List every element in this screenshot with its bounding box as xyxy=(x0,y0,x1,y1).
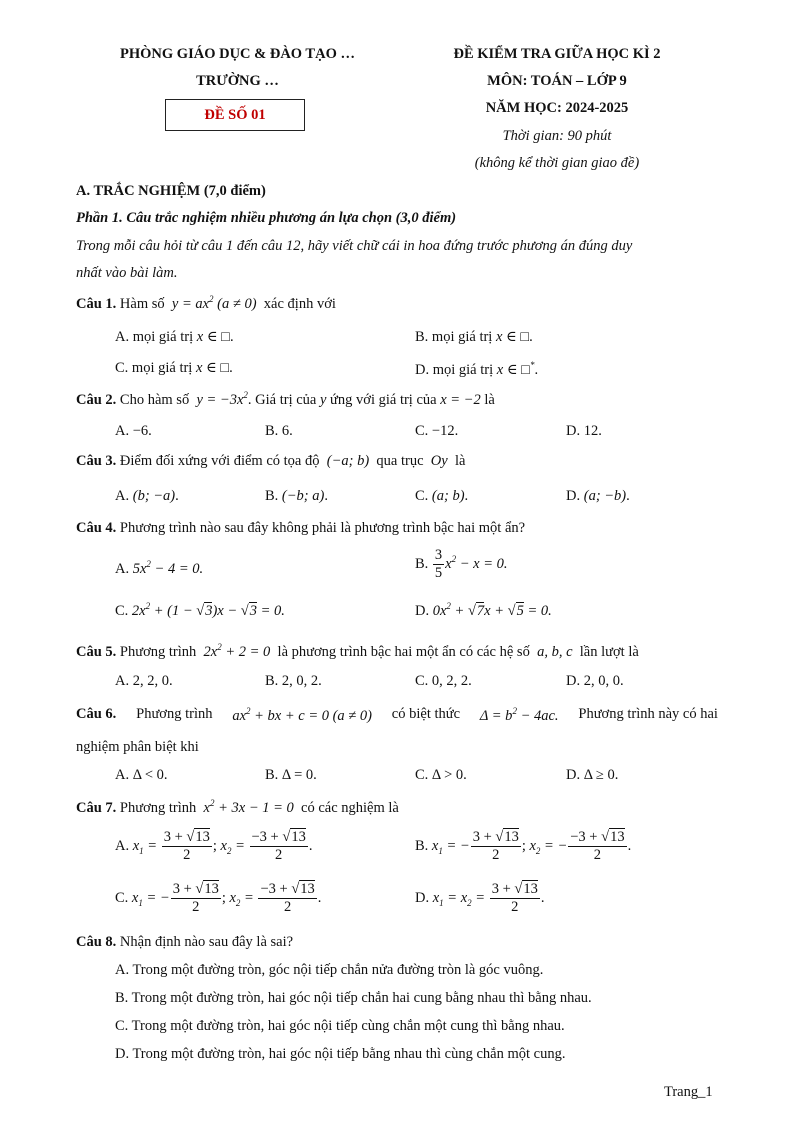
question-6: Câu 6. Phương trình $ax^2$ + bx + c = 0 (a ≠ 0) có biệt thức $\Delta = b^2 - 4ac$. Phương trình này có hai xyxy=(76,706,718,724)
question-text: qua trục xyxy=(376,453,424,469)
question-text: Phương trình xyxy=(119,799,197,816)
question-text: là xyxy=(454,453,466,469)
q4-option-d[interactable]: D. $0x^2 + √7x + √5 = 0$. xyxy=(415,601,552,619)
question-7: Câu 7. Phương trình $x^2 + 3x - 1 = 0$ có các nghiệm là xyxy=(76,798,399,816)
question-label: Câu 2. xyxy=(76,391,117,408)
q6-option-d[interactable]: D. Δ ≥ 0. xyxy=(566,767,619,783)
question-label: Câu 4. xyxy=(76,520,117,536)
question-label: Câu 7. xyxy=(76,799,117,816)
question-label: Câu 3. xyxy=(76,453,117,469)
question-text: Phương trình xyxy=(119,643,197,660)
q4-option-b[interactable]: B. $\frac{3}{5}$ $x^2 - x = 0$. xyxy=(415,547,508,581)
question-5: Câu 5. Phương trình $2x^2 + 2 = 0$ là phương trình bậc hai một ẩn có các hệ số a, b, c lần lượt là xyxy=(76,642,639,660)
instruction-line-2: nhất vào bài làm. xyxy=(76,265,178,281)
question-label: Câu 6. xyxy=(76,706,117,722)
question-8 xyxy=(76,934,293,951)
question-text: có biệt thức xyxy=(391,706,461,722)
question-label: Câu 1. xyxy=(76,295,117,312)
duration: Thời gian: 90 phút xyxy=(502,128,612,144)
question-text: Cho hàm số xyxy=(119,391,190,408)
option-text: A. mọi giá trị xyxy=(115,329,194,345)
subject: MÔN: TOÁN – LỚP 9 xyxy=(487,73,627,89)
duration-note: (không kể thời gian giao đề) xyxy=(474,155,640,171)
question-text: Phương trình này có hai xyxy=(578,706,718,722)
q3-option-a[interactable]: A. (b; −a). xyxy=(115,488,179,504)
exam-code-box xyxy=(165,99,305,131)
question-3: Câu 3. Điểm đối xứng với điểm có tọa độ (−a; b) qua trục Oy là xyxy=(76,453,466,469)
q1-option-d[interactable]: D. mọi giá trị x ∈ □*. xyxy=(415,360,539,378)
exam-code: ĐỀ SỐ 01 xyxy=(204,106,266,123)
question-text: là phương trình bậc hai một ẩn có các hệ số xyxy=(277,643,530,660)
exam-title: ĐỀ KIỂM TRA GIỮA HỌC KÌ 2 xyxy=(453,46,661,62)
question-text: lần lượt là xyxy=(579,643,639,660)
question-4 xyxy=(76,520,525,537)
q3-option-b[interactable]: B. (−b; a). xyxy=(265,488,328,504)
q6-option-b[interactable]: B. Δ = 0. xyxy=(265,767,317,783)
q2-option-a[interactable]: A. −6. xyxy=(115,423,152,439)
question-text: Nhận định nào sau đây là sai? xyxy=(119,934,294,950)
school-name: TRƯỜNG … xyxy=(196,73,279,89)
q3-option-d[interactable]: D. (a; −b). xyxy=(566,488,630,504)
question-label: Câu 8. xyxy=(76,934,117,950)
q8-option-c[interactable]: C. Trong một đường tròn, hai góc nội tiếp cùng chắn một cung thì bằng nhau. xyxy=(115,1018,565,1034)
question-text: xác định với xyxy=(263,295,336,312)
question-label: Câu 5. xyxy=(76,643,117,660)
option-text: D. mọi giá trị xyxy=(415,361,494,378)
q2-option-d[interactable]: D. 12. xyxy=(566,423,602,439)
question-text: Điểm đối xứng với điểm có tọa độ xyxy=(119,453,320,469)
formula: $y = -3x^2$ xyxy=(192,390,248,408)
question-1 xyxy=(76,294,336,313)
q2-option-b[interactable]: B. 6. xyxy=(265,423,293,439)
instruction-line-1: Trong mỗi câu hỏi từ câu 1 đến câu 12, hãy viết chữ cái in hoa đứng trước phương án đúng duy xyxy=(76,238,633,254)
q8-option-b[interactable]: B. Trong một đường tròn, hai góc nội tiếp chắn hai cung bằng nhau thì bằng nhau. xyxy=(115,990,592,1006)
question-text: là xyxy=(484,391,495,408)
option-text: C. mọi giá trị xyxy=(115,360,193,376)
question-6-cont: nghiệm phân biệt khi xyxy=(76,739,199,755)
q1-option-c[interactable]: C. mọi giá trị x ∈ □. xyxy=(115,360,233,376)
q5-option-b[interactable]: B. 2, 0, 2. xyxy=(265,673,322,689)
section-a-title: A. TRẮC NGHIỆM (7,0 điểm) xyxy=(76,183,266,199)
q8-option-d[interactable]: D. Trong một đường tròn, hai góc nội tiếp bằng nhau thì cùng chắn một cung. xyxy=(115,1046,566,1062)
q7-option-a[interactable]: A. $x_1$ = $\frac{3 + √13}{2}$ ; $x_2$ = $\frac{-3 + √13}{2}$ . xyxy=(115,829,313,863)
formula: $y = ax^2$ (a ≠ 0) xyxy=(168,294,261,312)
option-text: B. mọi giá trị xyxy=(415,329,493,345)
question-text: Phương trình nào sau đây không phải là phương trình bậc hai một ẩn? xyxy=(119,520,526,536)
q7-option-d[interactable]: D. $x_1 = x_2$ = $\frac{3 + √13}{2}$ . xyxy=(415,881,545,915)
q3-option-c[interactable]: C. (a; b). xyxy=(415,488,469,504)
q5-option-d[interactable]: D. 2, 0, 0. xyxy=(566,673,624,689)
q4-option-c[interactable]: C. $2x^2 + (1 - √3)x - √3 = 0$. xyxy=(115,601,285,619)
q2-option-c[interactable]: C. −12. xyxy=(415,423,459,439)
department-name: PHÒNG GIÁO DỤC & ĐÀO TẠO … xyxy=(120,46,355,62)
q4-option-a[interactable]: A. $5x^2 - 4 = 0$. xyxy=(115,559,204,577)
q7-option-b[interactable]: B. $x_1$ = − $\frac{3 + √13}{2}$ ; $x_2$ = − $\frac{-3 + √13}{2}$ . xyxy=(415,829,632,863)
q1-option-a[interactable]: A. mọi giá trị x ∈ □. xyxy=(115,329,234,345)
question-text: Hàm số xyxy=(119,295,165,312)
q6-option-a[interactable]: A. Δ < 0. xyxy=(115,767,168,783)
q1-option-b[interactable]: B. mọi giá trị x ∈ □. xyxy=(415,329,533,345)
question-text: có các nghiệm là xyxy=(301,799,399,816)
page-number: Trang_1 xyxy=(664,1084,713,1100)
q5-option-a[interactable]: A. 2, 2, 0. xyxy=(115,673,173,689)
q5-option-c[interactable]: C. 0, 2, 2. xyxy=(415,673,472,689)
question-text: Phương trình xyxy=(136,706,213,722)
school-year: NĂM HỌC: 2024-2025 xyxy=(485,100,629,116)
q7-option-c[interactable]: C. $x_1$ = − $\frac{3 + √13}{2}$ ; $x_2$ = $\frac{-3 + √13}{2}$ . xyxy=(115,881,322,915)
question-text: ứng với giá trị của xyxy=(330,391,437,408)
part-1-title: Phần 1. Câu trắc nghiệm nhiều phương án lựa chọn (3,0 điểm) xyxy=(76,210,457,226)
question-2: Câu 2. Cho hàm số $y = -3x^2$. Giá trị của y ứng với giá trị của x = −2 là xyxy=(76,390,495,408)
question-text: . Giá trị của xyxy=(247,391,317,408)
q6-option-c[interactable]: C. Δ > 0. xyxy=(415,767,467,783)
q8-option-a[interactable]: A. Trong một đường tròn, góc nội tiếp chắn nửa đường tròn là góc vuông. xyxy=(115,962,544,978)
